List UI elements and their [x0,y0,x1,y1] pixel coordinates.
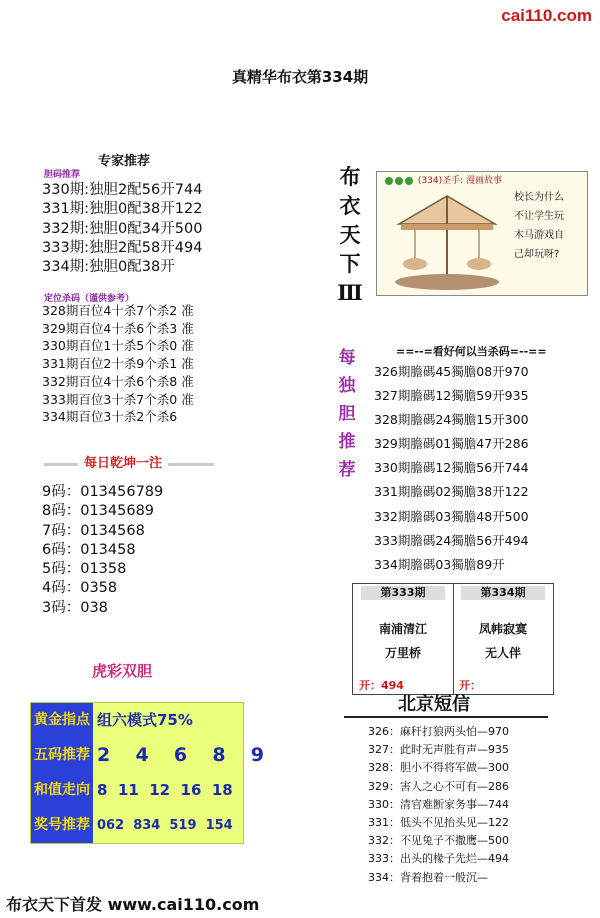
compare-right [453,584,553,694]
list-item: 4码：0358 [42,580,118,597]
list-item: 332期膽碼03獨膽48开500 [374,508,529,524]
vertical-title-char: 推 [338,432,356,452]
list-item: 331期:独胆0配38开122 [42,201,203,218]
vertical-title-2 [336,344,358,484]
list-item: 333期膽碼24獨膽56开494 [374,532,529,548]
list-item: 331期百位2十杀9个杀1 准 [42,356,194,372]
daily-banner-label: 每日乾坤一注 [78,452,168,471]
list-item: 334期:独胆0配38开 [42,259,175,276]
daily-banner [44,451,214,473]
list-item: 330：清官难断家务事—744 [368,797,509,811]
hucai-row-value: 2 4 6 8 9 [97,744,269,766]
list-item: 330期膽碼12獨膽56开744 [374,460,529,476]
list-item: 3码：038 [42,599,108,616]
hucai-row-value: 062 834 519 154 [97,818,233,833]
hucai-title: 虎彩双胆 [92,662,153,680]
list-item: 333期百位3十杀7个杀0 准 [42,391,194,407]
list-item: 326期膽碼45獨膽08开970 [374,364,529,379]
vertical-title-char: 布 [339,164,361,189]
vertical-title-char: 下 [339,251,361,276]
compare-line: 凤帏寂寞 [478,622,527,636]
comic-line: 校长为什么 [514,192,564,203]
list-item: 7码：0134568 [42,522,145,539]
hucai-row-value: 8 11 12 16 18 [97,781,233,799]
beijing-title: 北京短信 [398,694,470,715]
vertical-title [334,162,366,307]
list-item: 329：害人之心不可有—286 [368,779,509,793]
list-item: 328期膽碼24獨膽15开300 [374,412,529,428]
list-item: 327：此时无声胜有声—935 [368,743,509,757]
compare-line: 万里桥 [384,646,421,660]
hucai-row [31,703,243,738]
vertical-title-char: 天 [339,222,361,247]
hucai-row [31,808,243,843]
list-item: 326：麻秆打狼两头怕—970 [368,725,509,738]
list-item: 9码：013456789 [42,484,164,500]
compare-line: 南浦清江 [378,622,427,636]
list-item: 6码：013458 [42,541,136,558]
list-item: 332期:独胆0配34开500 [42,220,203,237]
vertical-title-char: 每 [338,348,356,368]
dingwei-tag: 定位杀码（谨供参考） [44,294,135,304]
brand-logo: cai110.com [501,6,592,25]
list-item: 328：胆小不得将军做—300 [368,761,509,775]
expert-title: 专家推荐 [98,154,151,169]
compare-head: 第333期 [361,586,445,600]
hucai-grid [30,702,269,844]
dudan-header: ==--=看好何以当杀码=--== [396,345,547,358]
hucai-row-value: 组六模式75% [97,711,193,729]
vertical-title-char: 衣 [339,193,361,218]
hucai-row-label: 和值走向 [31,773,95,808]
hucai-row [31,738,269,773]
list-item: 330期百位1十杀5个杀0 准 [42,338,194,354]
codes-list [42,483,163,618]
comic-panel [376,171,588,296]
compare-box [352,583,554,695]
compare-left [353,584,454,694]
comic-line: 木马游戏自 [514,230,564,241]
comic-header-text: (334)圣手: 漫画故事 [417,176,502,186]
vertical-title-char: Ⅲ [337,280,363,305]
compare-head: 第334期 [461,586,545,600]
dingwei-list [42,302,194,426]
divider [344,716,548,718]
list-item: 327期膽碼12獨膽59开935 [374,388,529,404]
list-item: 328期百位4十杀7个杀2 准 [42,303,194,318]
list-item: 329期百位4十杀6个杀3 准 [42,320,194,336]
vertical-title-char: 独 [338,376,356,396]
list-item: 334期百位3十杀2个杀6 [42,409,178,425]
list-item: 333期:独胆2配58开494 [42,239,203,256]
list-item: 8码：01345689 [42,503,155,520]
list-item: 5码：01358 [42,561,127,578]
list-item: 332期百位4十杀6个杀8 准 [42,373,194,389]
hucai-row [31,773,243,808]
danqi-tag: 胆码推荐 [44,170,81,180]
compare-result: 开：494 [359,679,404,692]
comic-dots [385,172,415,190]
vertical-title-char: 胆 [338,404,356,424]
list-item: 331期膽碼02獨膽38开122 [374,484,529,500]
compare-line: 无人伴 [484,646,521,660]
comic-line: 己却玩呀? [514,249,560,260]
list-item: 334：背着抱着一般沉— [368,870,488,884]
carousel-illustration [379,190,515,294]
list-item: 333：出头的椽子先烂—494 [368,852,509,866]
comic-line: 不让学生玩 [514,211,564,222]
hucai-row-label: 黄金指点 [31,703,95,738]
list-item: 330期:独胆2配56开744 [42,182,203,198]
beijing-list [368,723,509,887]
hucai-row-label: 奖号推荐 [31,808,95,843]
vertical-title-char: 荐 [338,460,356,480]
list-item: 332：不见兔子不撒鹰—500 [368,834,509,848]
list-item: 329期膽碼01獨膽47开286 [374,436,529,452]
compare-result: 开： [459,679,481,692]
danqi-list [42,181,202,277]
hucai-row-label: 五码推荐 [31,738,95,773]
dudan-list [374,360,529,577]
list-item: 334期膽碼03獨膽89开 [374,556,505,572]
footer-text: 布衣天下首发 www.cai110.com [6,895,260,914]
list-item: 331：低头不见抬头见—122 [368,816,509,830]
page-title: 真精华布衣第334期 [231,68,369,86]
comic-question [514,188,582,264]
